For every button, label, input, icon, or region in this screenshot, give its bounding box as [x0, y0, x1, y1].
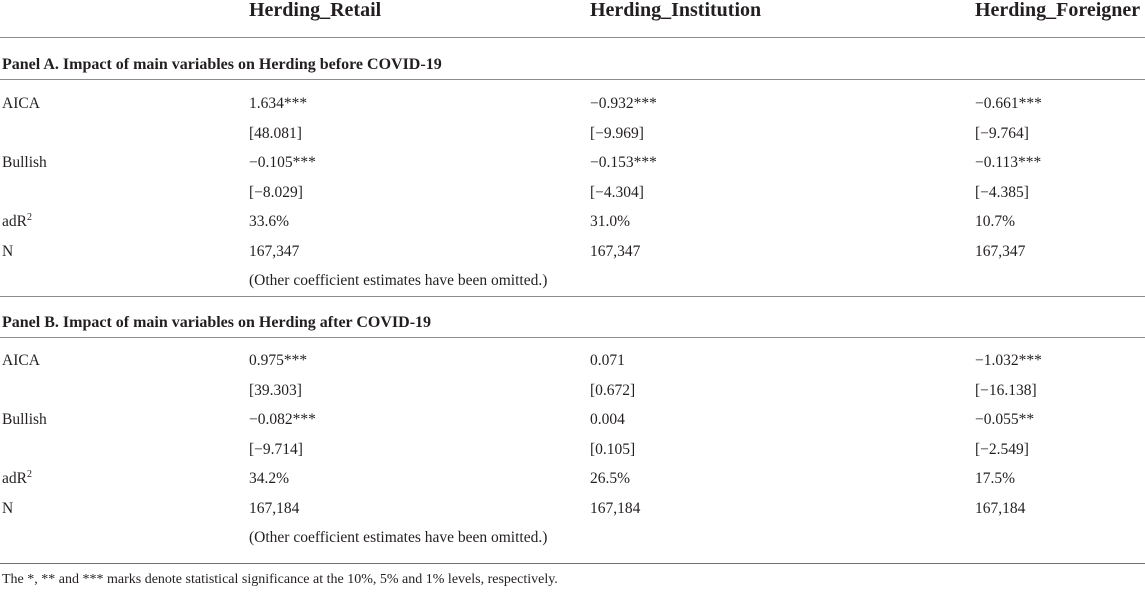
cell-foreigner: −0.055** [975, 411, 1035, 428]
cell-foreigner: [−4.385] [975, 184, 1029, 201]
cell-retail: −0.105*** [249, 154, 316, 171]
cell-retail: 0.975*** [249, 352, 308, 369]
divider [0, 79, 1145, 80]
cell-retail: −0.082*** [249, 411, 316, 428]
table-header [0, 0, 1145, 30]
omitted-note: (Other coefficient estimates have been omitted.) [249, 272, 548, 289]
table-row [0, 410, 1145, 440]
column-header-institution: Herding_Institution [590, 0, 762, 21]
panel-a-title-row [0, 55, 1145, 85]
cell-institution: 0.004 [590, 411, 625, 428]
row-label [2, 212, 32, 232]
cell-foreigner: 167,184 [975, 500, 1026, 517]
cell-retail: [48.081] [249, 125, 302, 142]
table-row [0, 351, 1145, 381]
cell-institution: 167,347 [590, 243, 641, 260]
row-label: AICA [2, 95, 40, 112]
cell-foreigner: 167,347 [975, 243, 1026, 260]
cell-foreigner: 10.7% [975, 213, 1016, 230]
panel-b-title-row [0, 313, 1145, 343]
cell-foreigner: 17.5% [975, 470, 1016, 487]
row-label-text: adR [2, 470, 27, 487]
cell-foreigner: −0.661*** [975, 95, 1042, 112]
cell-retail: 34.2% [249, 470, 290, 487]
cell-institution: [−9.969] [590, 125, 644, 142]
omitted-note-row [0, 528, 1145, 558]
column-header-retail: Herding_Retail [249, 0, 382, 21]
table-row [0, 183, 1145, 213]
table-row [0, 124, 1145, 154]
table-row [0, 94, 1145, 124]
divider [0, 296, 1145, 297]
cell-institution: −0.932*** [590, 95, 657, 112]
panel-a-title: Panel A. Impact of main variables on Herding before COVID-19 [2, 56, 442, 73]
cell-institution: −0.153*** [590, 154, 657, 171]
cell-foreigner: [−16.138] [975, 382, 1037, 399]
cell-retail: [−9.714] [249, 441, 303, 458]
cell-foreigner: [−2.549] [975, 441, 1029, 458]
table-row [0, 381, 1145, 411]
cell-foreigner: −1.032*** [975, 352, 1042, 369]
row-label: Bullish [2, 411, 47, 428]
row-label: Bullish [2, 154, 47, 171]
cell-institution: 0.071 [590, 352, 625, 369]
footnote-row [0, 570, 1145, 600]
table-row [0, 153, 1145, 183]
cell-retail: [−8.029] [249, 184, 303, 201]
table-row [0, 440, 1145, 470]
cell-foreigner: −0.113*** [975, 154, 1042, 171]
cell-retail: 1.634*** [249, 95, 308, 112]
cell-retail: 33.6% [249, 213, 290, 230]
superscript: 2 [26, 469, 32, 480]
cell-retail: [39.303] [249, 382, 302, 399]
cell-retail: 167,347 [249, 243, 300, 260]
table-row [0, 212, 1145, 242]
divider [0, 563, 1145, 564]
row-label: N [2, 243, 14, 260]
divider [0, 37, 1145, 38]
column-header-foreigner: Herding_Foreigner [975, 0, 1141, 21]
table-row [0, 469, 1145, 499]
cell-retail: 167,184 [249, 500, 300, 517]
superscript: 2 [26, 212, 32, 223]
divider [0, 337, 1145, 338]
cell-institution: [−4.304] [590, 184, 644, 201]
cell-institution: 26.5% [590, 470, 631, 487]
cell-institution: 31.0% [590, 213, 631, 230]
panel-b-title: Panel B. Impact of main variables on Herding after COVID-19 [2, 314, 432, 331]
row-label [2, 469, 32, 489]
footnote: The *, ** and *** marks denote statistical significance at the 10%, 5% and 1% levels, respectively. [2, 572, 558, 587]
row-label: AICA [2, 352, 40, 369]
cell-institution: [0.672] [590, 382, 636, 399]
row-label: N [2, 500, 14, 517]
cell-institution: 167,184 [590, 500, 641, 517]
row-label-text: adR [2, 213, 27, 230]
table-row [0, 242, 1145, 272]
cell-institution: [0.105] [590, 441, 636, 458]
table-row [0, 499, 1145, 529]
omitted-note: (Other coefficient estimates have been omitted.) [249, 529, 548, 546]
cell-foreigner: [−9.764] [975, 125, 1029, 142]
